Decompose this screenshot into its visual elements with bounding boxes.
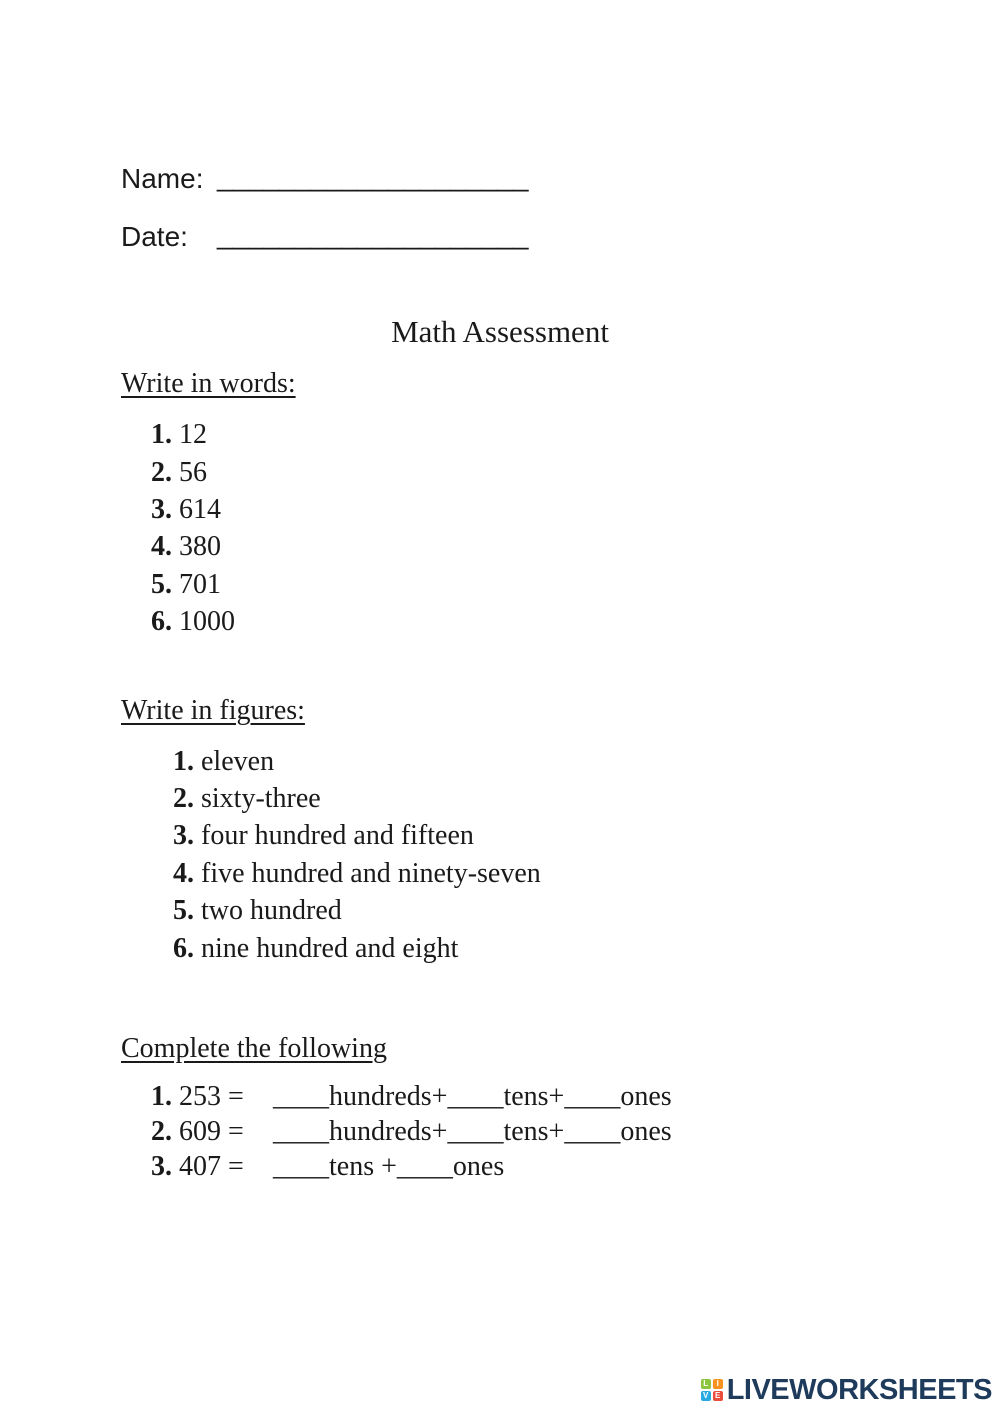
logo-mark-icon (701, 1379, 723, 1401)
section-heading-write-in-words: Write in words: (121, 368, 296, 399)
item-number: 2. (151, 1116, 172, 1147)
item-text: 380 (179, 531, 221, 562)
item-number: 1. (151, 419, 172, 450)
item-number: 3. (173, 820, 194, 851)
item-expression: ____hundreds+____tens+____ones (273, 1116, 672, 1147)
date-blank: ____________________ (217, 219, 529, 250)
item-text: 56 (179, 457, 207, 488)
item-expression: ____hundreds+____tens+____ones (273, 1081, 672, 1112)
item-text: five hundred and ninety-seven (201, 858, 541, 889)
item-text: 1000 (179, 606, 235, 637)
item-number: 2. (173, 783, 194, 814)
item-number: 6. (173, 933, 194, 964)
item-expression: ____tens +____ones (273, 1151, 505, 1182)
item-lhs: 609 = (179, 1116, 244, 1147)
item-number: 2. (151, 457, 172, 488)
item-number: 4. (151, 531, 172, 562)
logo-mark-letter: E (713, 1391, 723, 1401)
page-title: Math Assessment (391, 314, 609, 349)
item-number: 5. (151, 569, 172, 600)
logo-mark-letter: L (701, 1379, 711, 1389)
list-item (173, 745, 274, 779)
logo-mark-letter: V (701, 1391, 711, 1401)
item-number: 3. (151, 494, 172, 525)
list-item (173, 782, 321, 816)
item-lhs: 253 = (179, 1081, 244, 1112)
list-item (151, 1150, 244, 1184)
date-label: Date: (121, 221, 188, 252)
item-text: 614 (179, 494, 221, 525)
list-item (151, 530, 221, 564)
list-item (151, 456, 207, 490)
item-text: 12 (179, 419, 207, 450)
list-item (151, 568, 221, 602)
item-text: two hundred (201, 895, 342, 926)
list-item (151, 493, 221, 527)
item-number: 3. (151, 1151, 172, 1182)
item-text: sixty-three (201, 783, 321, 814)
list-item (173, 857, 541, 891)
item-text: eleven (201, 746, 275, 777)
section-heading-write-in-figures: Write in figures: (121, 695, 305, 726)
item-text: nine hundred and eight (201, 933, 459, 964)
item-number: 1. (173, 746, 194, 777)
list-item (151, 605, 235, 639)
list-item (173, 819, 474, 853)
item-lhs: 407 = (179, 1151, 244, 1182)
list-item (151, 418, 207, 452)
list-item (151, 1080, 244, 1114)
item-number: 1. (151, 1081, 172, 1112)
logo-text: LIVEWORKSHEETS (726, 1374, 992, 1406)
list-item (173, 932, 458, 966)
list-item (151, 1115, 244, 1149)
liveworksheets-logo (701, 1374, 992, 1406)
item-text: four hundred and fifteen (201, 820, 474, 851)
item-number: 5. (173, 895, 194, 926)
name-blank: ____________________ (217, 161, 529, 192)
item-text: 701 (179, 569, 221, 600)
name-label: Name: (121, 163, 204, 194)
item-number: 6. (151, 606, 172, 637)
item-number: 4. (173, 858, 194, 889)
section-heading-complete-the-following: Complete the following (121, 1033, 387, 1064)
logo-mark-letter: I (713, 1379, 723, 1389)
list-item (173, 894, 342, 928)
